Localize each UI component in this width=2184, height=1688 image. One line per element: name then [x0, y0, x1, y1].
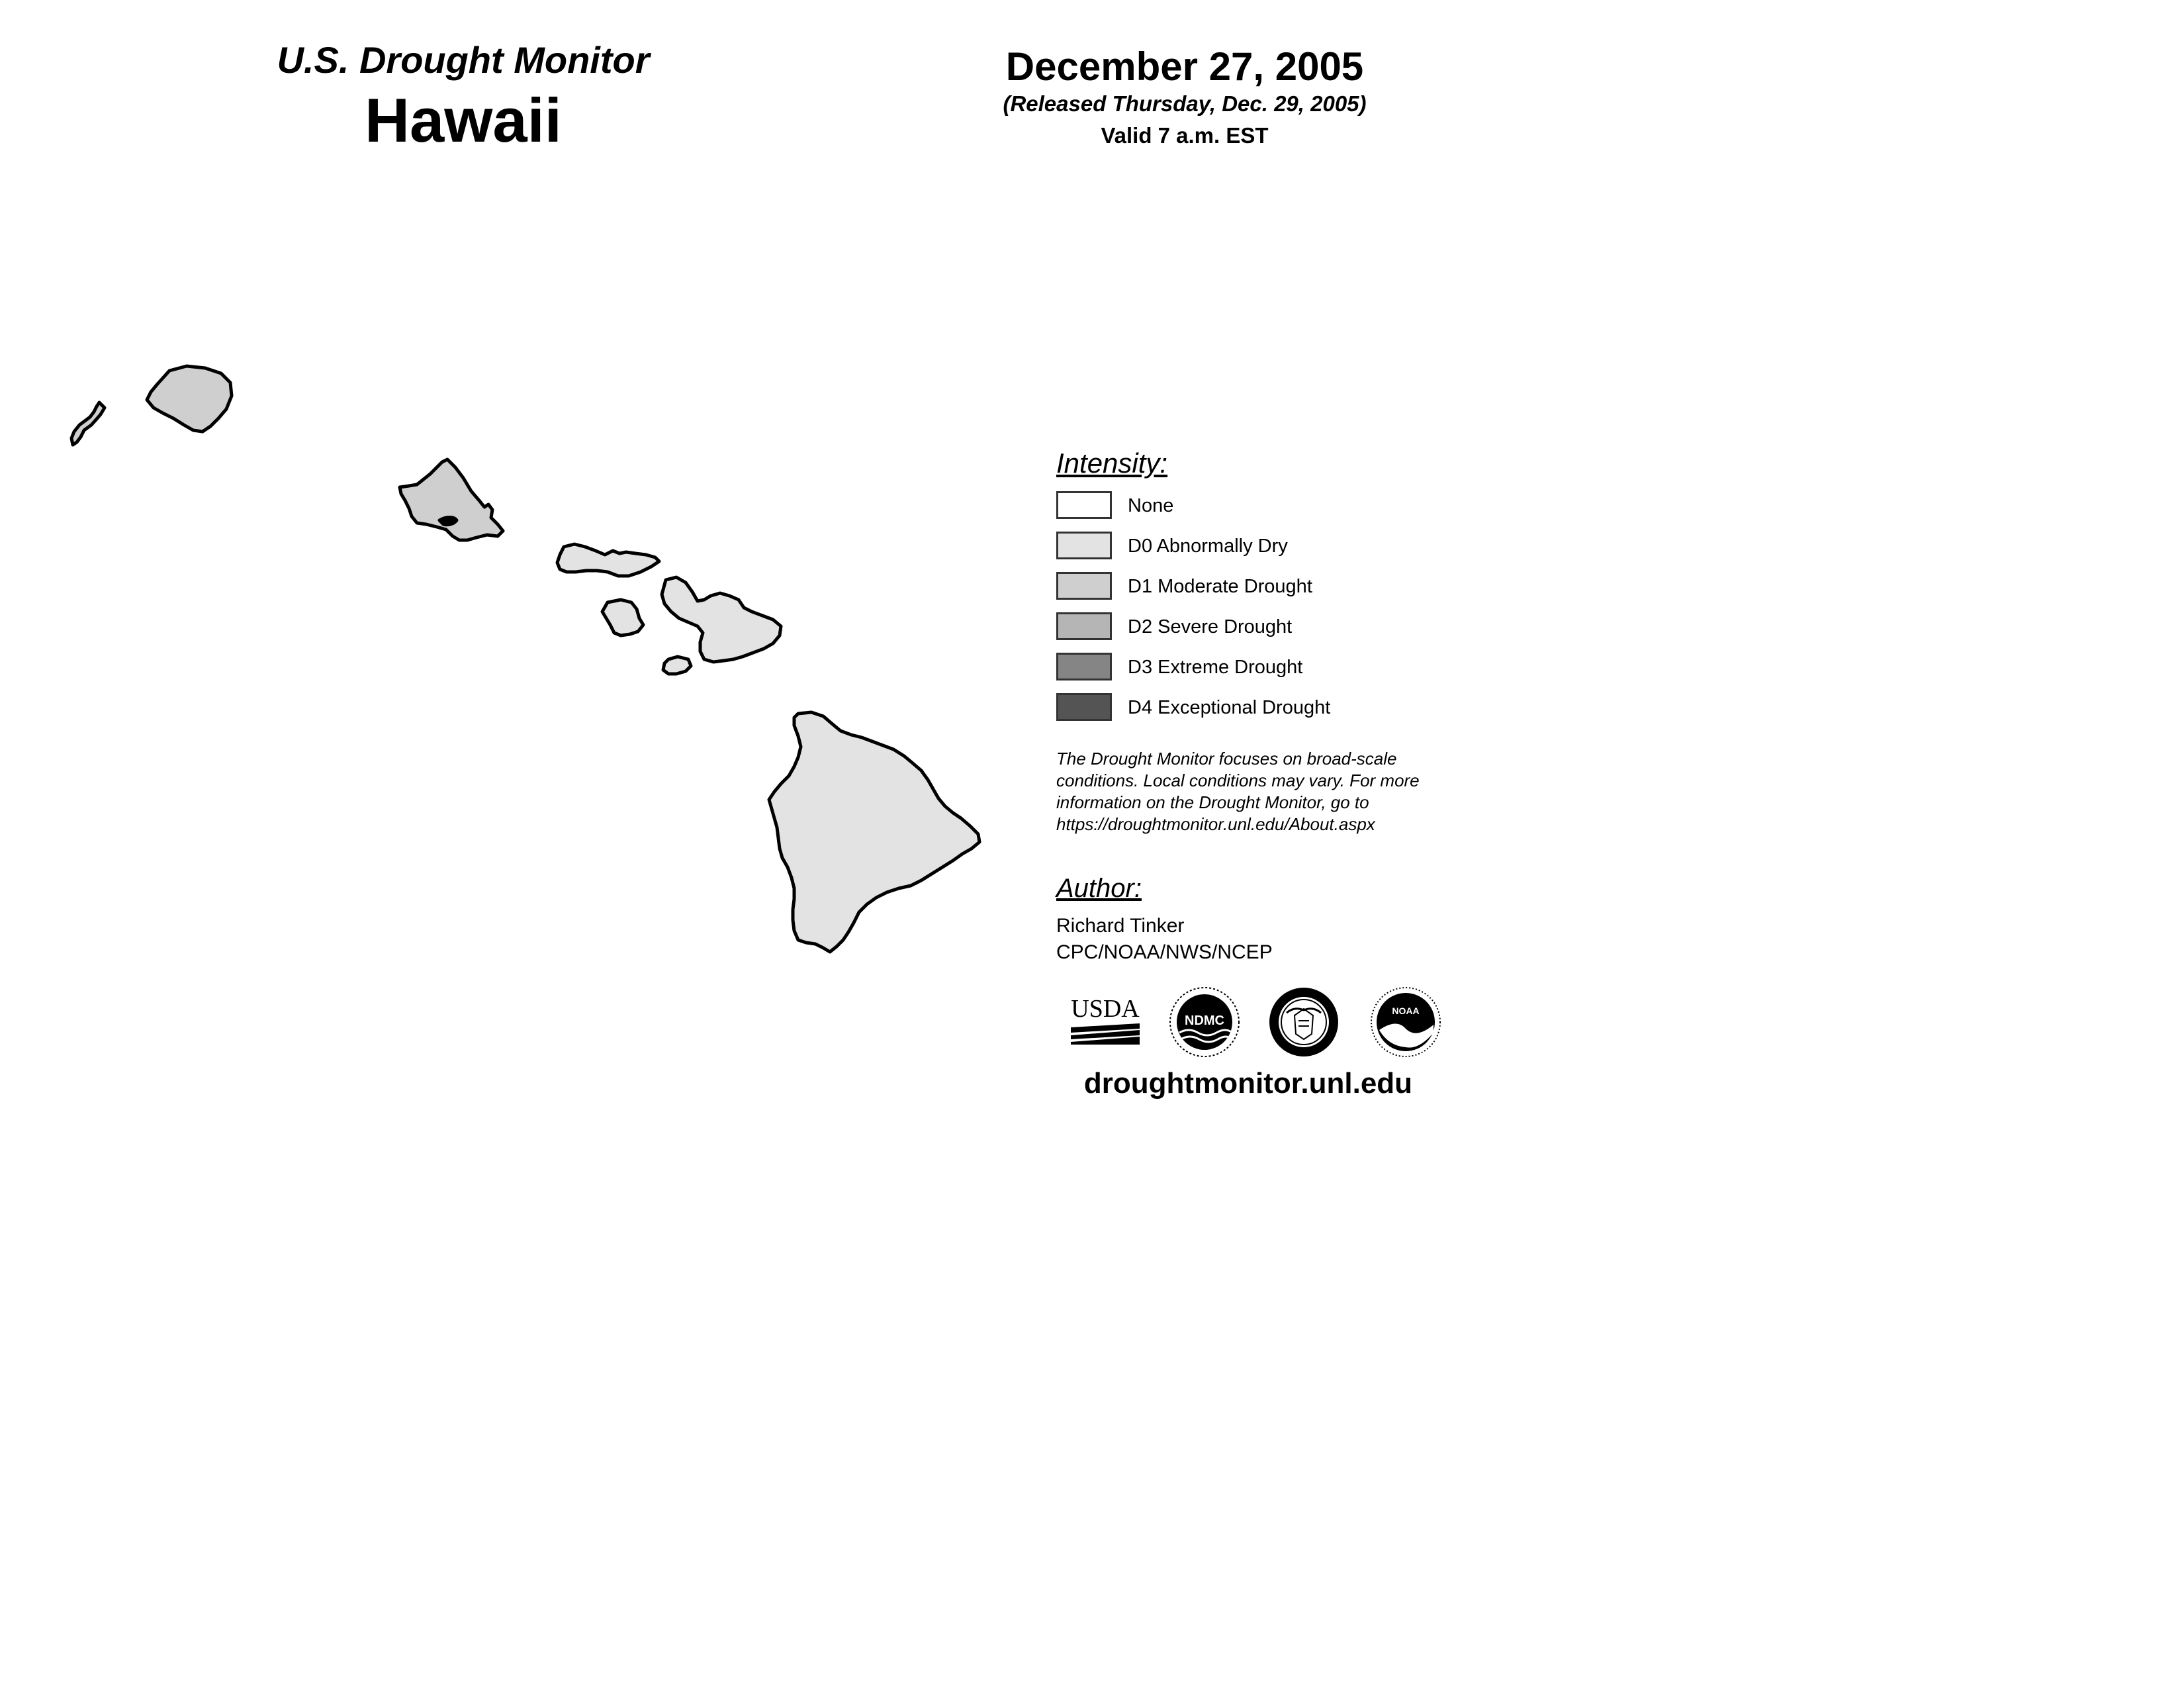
legend-title: Intensity: [1056, 447, 1168, 479]
legend-item-none [1056, 491, 1453, 523]
island-kahoolawe [663, 657, 691, 674]
disclaimer-line: information on the Drought Monitor, go to [1056, 792, 1369, 812]
legend-swatch-none [1056, 491, 1112, 519]
island-lanai [602, 600, 643, 635]
author-heading: Author: [1056, 874, 1142, 903]
released-line: (Released Thursday, Dec. 29, 2005) [1003, 91, 1367, 116]
legend-label-d2: D2 Severe Drought [1128, 616, 1293, 637]
ndmc-logo [1169, 986, 1240, 1058]
state-title: Hawaii [365, 85, 562, 155]
legend-item-d2 [1056, 612, 1453, 644]
island-oahu [400, 459, 503, 540]
noaa-logo [1370, 986, 1441, 1058]
valid-line: Valid 7 a.m. EST [1101, 123, 1269, 148]
usda-logo-text: USDA [1071, 995, 1140, 1023]
island-oahu-pearl-harbor [439, 518, 457, 525]
disclaimer-text [1056, 748, 1467, 835]
usda-logo [1068, 994, 1142, 1047]
legend-item-d1 [1056, 572, 1453, 604]
disclaimer-url[interactable]: https://droughtmonitor.unl.edu/About.aspx [1056, 814, 1375, 834]
map-date: December 27, 2005 [1005, 44, 1364, 89]
legend-label-d0: D0 Abnormally Dry [1128, 536, 1288, 557]
legend-item-d3 [1056, 653, 1453, 684]
legend-item-d4 [1056, 693, 1453, 725]
legend-item-d0 [1056, 532, 1453, 563]
legend-label-d3: D3 Extreme Drought [1128, 657, 1303, 678]
disclaimer-line: conditions. Local conditions may vary. For more [1056, 771, 1420, 790]
ndmc-logo-text: NDMC [1185, 1013, 1224, 1028]
legend-label-none: None [1128, 495, 1174, 516]
legend-label-d4: D4 Exceptional Drought [1128, 697, 1331, 718]
department-of-commerce-seal-icon [1268, 986, 1340, 1058]
site-url-link[interactable]: droughtmonitor.unl.edu [1083, 1067, 1413, 1100]
author-org: CPC/NOAA/NWS/NCEP [1056, 941, 1273, 963]
legend-swatch-d3 [1056, 653, 1112, 680]
noaa-logo-text: NOAA [1392, 1006, 1420, 1016]
island-kauai [147, 366, 232, 432]
author-name: Richard Tinker [1056, 915, 1185, 937]
island-molokai [557, 544, 659, 576]
monitor-title: U.S. Drought Monitor [277, 39, 650, 81]
legend-swatch-d2 [1056, 612, 1112, 640]
island-niihau [71, 402, 105, 445]
legend-swatch-d0 [1056, 532, 1112, 559]
disclaimer-line: The Drought Monitor focuses on broad-scale [1056, 749, 1397, 769]
legend-label-d1: D1 Moderate Drought [1128, 576, 1312, 597]
island-hawaii [769, 712, 979, 952]
legend-swatch-d1 [1056, 572, 1112, 600]
legend-swatch-d4 [1056, 693, 1112, 721]
island-maui [662, 577, 781, 662]
